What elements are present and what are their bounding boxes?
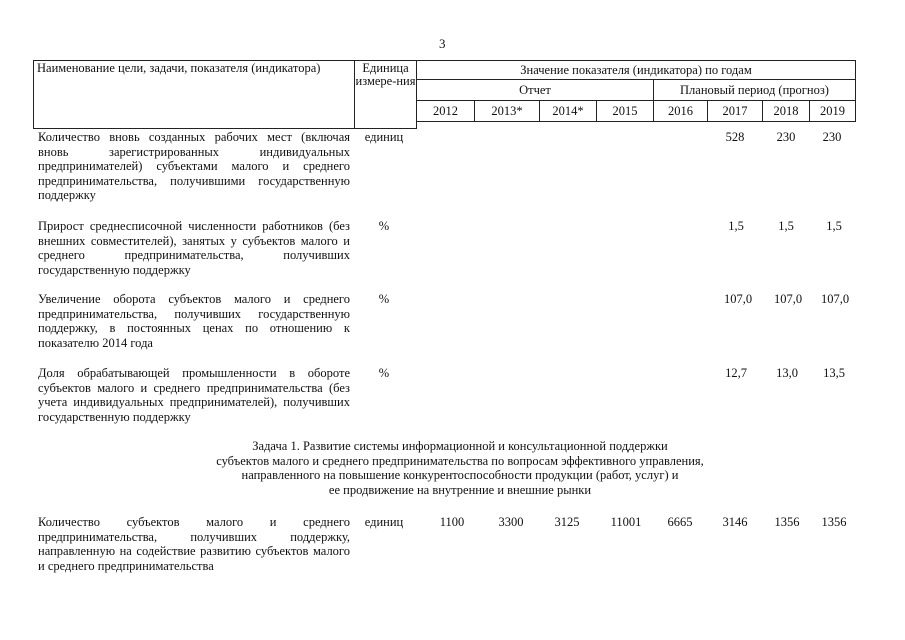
header-year: 2017	[707, 100, 763, 122]
value-cell: 1,5	[728, 219, 744, 233]
indicator-name: Количество вновь созданных рабочих мест (включая вновь зарегистрированных индивидуальных предпринимателей) субъектами малого и среднего предпринимательства, получившими государственную поддержку	[38, 130, 350, 202]
header-unit-column: Единица измере-ния	[354, 60, 417, 129]
indicator-unit: единиц	[364, 130, 404, 144]
value-cell: 11001	[610, 515, 642, 529]
header-name-column: Наименование цели, задачи, показателя (индикатора)	[33, 60, 355, 129]
value-cell: 528	[725, 130, 745, 144]
header-year: 2015	[596, 100, 654, 122]
value-cell: 13,5	[823, 366, 845, 380]
value-cell: 1356	[774, 515, 800, 529]
task-heading-line: Задача 1. Развитие системы информационной и консультационной поддержки	[252, 439, 668, 453]
header-report: Отчет	[416, 79, 654, 101]
value-cell: 1,5	[826, 219, 842, 233]
indicator-name: Увеличение оборота субъектов малого и среднего предпринимательства, получивших государственную поддержку, в постоянных ценах по отношению к показателю 2014 года	[38, 292, 350, 350]
value-cell: 13,0	[776, 366, 798, 380]
value-cell: 6665	[667, 515, 693, 529]
task-heading-line: субъектов малого и среднего предпринимательства по вопросам эффективного управления,	[216, 453, 704, 468]
value-cell: 107,0	[820, 292, 850, 306]
indicator-unit: %	[378, 219, 390, 233]
header-plan: Плановый период (прогноз)	[653, 79, 856, 101]
task-heading-line: направленного на повышение конкурентоспособности продукции (работ, услуг) и	[241, 468, 679, 482]
indicator-unit: единиц	[364, 515, 404, 529]
task-heading-line: ее продвижение на внутренние и внешние рынки	[328, 482, 592, 497]
header-year: 2013*	[474, 100, 540, 122]
value-cell: 107,0	[723, 292, 753, 306]
value-cell: 230	[776, 130, 796, 144]
value-cell: 3300	[498, 515, 524, 529]
indicator-name: Доля обрабатывающей промышленности в обороте субъектов малого и среднего предпринимательства (без учета индивидуальных предпринимателей), получивших государственную поддержку	[38, 366, 350, 424]
value-cell: 3125	[554, 515, 580, 529]
header-year: 2018	[762, 100, 810, 122]
value-cell: 3146	[722, 515, 748, 529]
indicator-name: Количество субъектов малого и среднего предпринимательства, получивших поддержку, направленную на содействие развитию субъектов малого и среднего предпринимательства	[38, 515, 350, 573]
value-cell: 230	[822, 130, 842, 144]
value-cell: 12,7	[725, 366, 747, 380]
value-cell: 1100	[439, 515, 465, 529]
task-heading	[120, 439, 800, 497]
value-cell: 107,0	[773, 292, 803, 306]
header-year: 2016	[653, 100, 708, 122]
indicator-name: Прирост среднесписочной численности работников (без внешних совместителей), занятых у субъектов малого и среднего предпринимательства, получивших государственную поддержку	[38, 219, 350, 277]
page-number: 3	[439, 36, 446, 51]
header-year: 2014*	[539, 100, 597, 122]
value-cell: 1356	[821, 515, 847, 529]
indicator-unit: %	[378, 366, 390, 380]
value-cell: 1,5	[778, 219, 794, 233]
header-year: 2019	[809, 100, 856, 122]
indicator-unit: %	[378, 292, 390, 306]
header-values-column: Значение показателя (индикатора) по годам	[416, 60, 856, 80]
header-year: 2012	[416, 100, 475, 122]
